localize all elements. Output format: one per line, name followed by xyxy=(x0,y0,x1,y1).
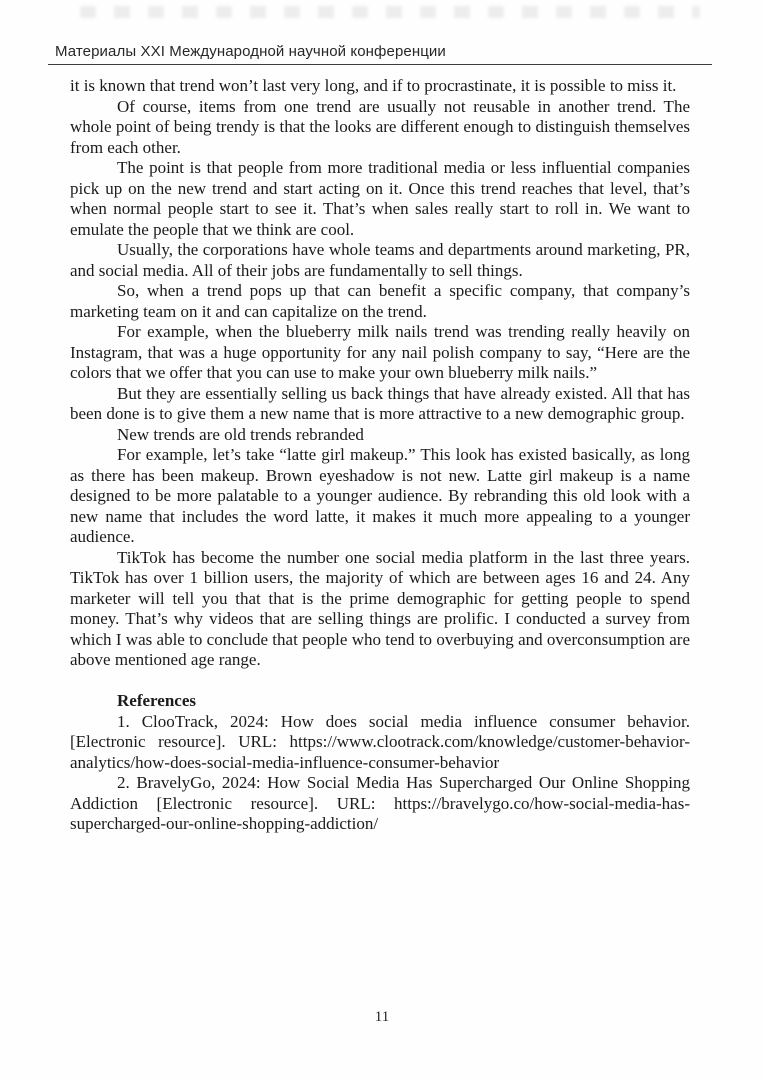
paragraph: it is known that trend won’t last very long, and if to procrastinate, it is possible to miss it. xyxy=(70,76,677,95)
paragraph: Of course, items from one trend are usually not reusable in another trend. The whole point of being trendy is that the looks are different enough to distinguish themselves from each other. xyxy=(70,96,690,157)
running-header: Материалы XXI Международной научной конференции xyxy=(55,43,446,60)
reference-item: 1. ClooTrack, 2024: How does social media influence consumer behavior. [Electronic resource]. URL: https://www.clootrack.com/knowledge/customer-behavior-analytics/how-does-social-media-influence-consumer-behavior xyxy=(70,711,690,772)
paragraph: Usually, the corporations have whole teams and departments around marketing, PR, and social media. All of their jobs are fundamentally to sell things. xyxy=(70,240,690,280)
header-rule xyxy=(48,64,712,65)
article-body xyxy=(70,76,690,835)
paragraph: For example, when the blueberry milk nails trend was trending really heavily on Instagram, that was a huge opportunity for any nail polish company to say, “Here are the colors that we offer that you can use to make your own blueberry milk nails.” xyxy=(70,322,690,382)
paragraph: So, when a trend pops up that can benefit a specific company, that company’s marketing team on it and can capitalize on the trend. xyxy=(70,281,690,321)
scan-bleed-artifact xyxy=(80,6,700,18)
paragraph: For example, let’s take “latte girl makeup.” This look has existed basically, as long as there has been makeup. Brown eyeshadow is not new. Latte girl makeup is a name designed to be more palatable to a younger audience. By rebranding this old look with a new name that includes the word latte, it makes it much more appealing to a younger audience. xyxy=(70,445,690,546)
reference-item: 2. BravelyGo, 2024: How Social Media Has Supercharged Our Online Shopping Addiction [Electronic resource]. URL: https://bravelygo.co/how-social-media-has-supercharged-our-online-shopping-addiction/ xyxy=(70,773,690,833)
references-heading: References xyxy=(117,691,196,710)
paragraph: The point is that people from more traditional media or less influential companies pick up on the new trend and start acting on it. Once this trend reaches that level, that’s when normal people start to see it. That’s when sales really start to roll in. We want to emulate the people that we think are cool. xyxy=(70,158,690,239)
paragraph: But they are essentially selling us back things that have already existed. All that has been done is to give them a new name that is more attractive to a new demographic group. xyxy=(70,383,690,423)
paragraph: TikTok has become the number one social media platform in the last three years. TikTok has over 1 billion users, the majority of which are between ages 16 and 24. Any marketer will tell you that that is the prime demographic for getting people to spend money. That’s why videos that are selling things are prolific. I conducted a survey from which I was able to conclude that people who tend to overbuying and overconsumption are above mentioned age range. xyxy=(70,547,690,669)
paragraph: New trends are old trends rebranded xyxy=(117,424,364,444)
page-number: 11 xyxy=(374,1009,390,1025)
